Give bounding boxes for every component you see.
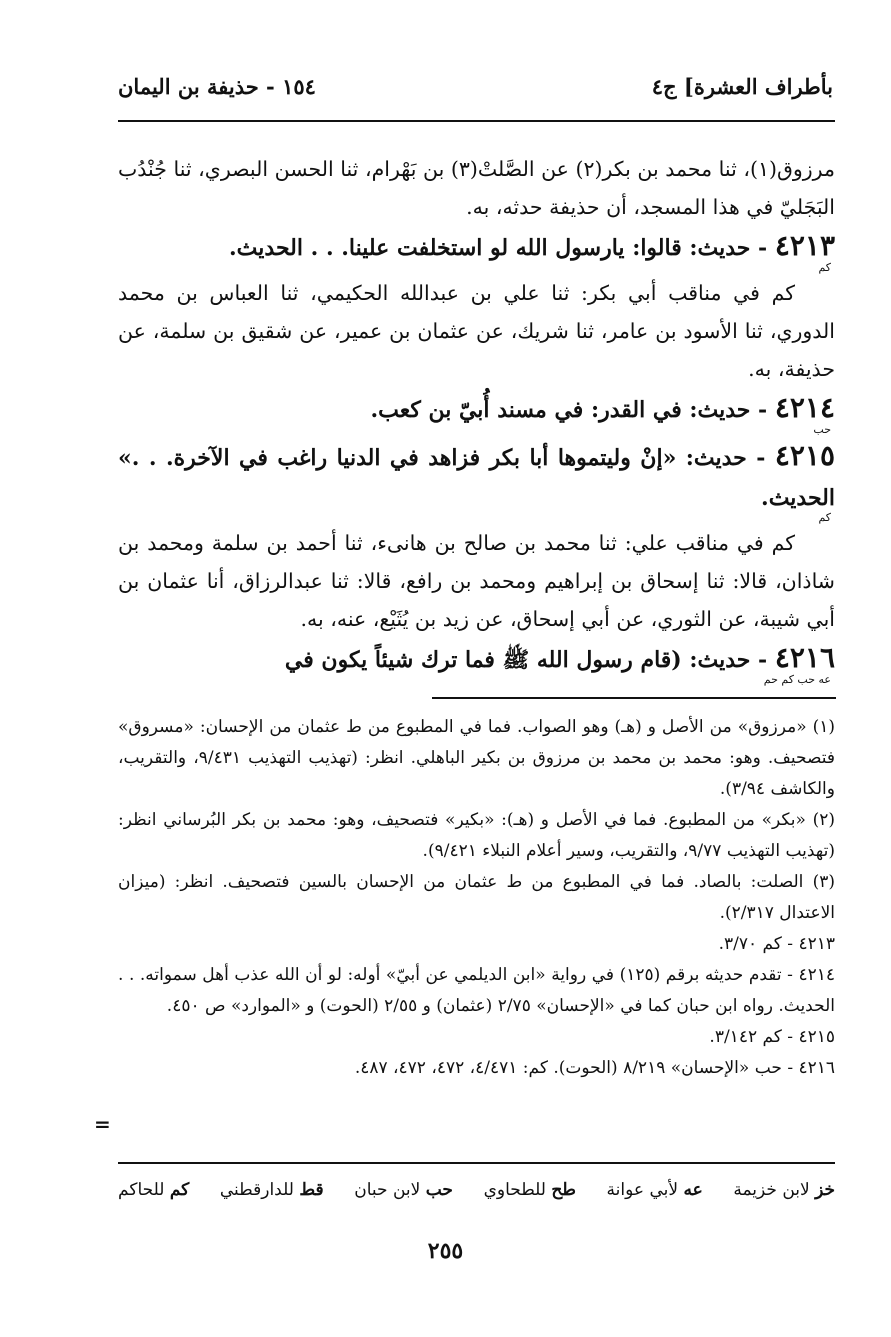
hadith-number: ٤٢١٥ bbox=[774, 439, 835, 472]
paragraph-continuation: مرزوق(١)، ثنا محمد بن بكر(٢) عن الصَّلتْ(٣) بن بَهْرام، ثنا الحسن البصري، ثنا جُنْدُب البَجَليّ في هذا المسجد، أن حذيفة حدثه، به. bbox=[118, 157, 835, 219]
header-rule bbox=[118, 120, 835, 122]
footnote: ٤٢١٥ - كم ٣/١٤٢. bbox=[709, 1027, 835, 1047]
abbreviation-code: طح bbox=[551, 1180, 576, 1200]
footnote: ٤٢١٦ - حب «الإحسان» ٨/٢١٩ (الحوت). كم: ٤/٤٧١، ٤٧٢، ٤٧٢، ٤٨٧. bbox=[354, 1058, 835, 1078]
abbreviation-name: لأبي عوانة bbox=[606, 1180, 679, 1200]
abbreviations-rule bbox=[118, 1162, 835, 1164]
abbreviation-name: لابن خزيمة bbox=[733, 1180, 810, 1200]
source-sigla: عه حب كم حم bbox=[763, 673, 831, 686]
main-text bbox=[118, 150, 835, 686]
abbreviation-item bbox=[220, 1180, 324, 1200]
header-book-title: بأطراف العشرة] ج٤ bbox=[651, 73, 833, 99]
footnote: (٣) الصلت: بالصاد. فما في المطبوع من ط عثمان من الإحسان بالسين فتصحيف. انظر: (ميزان الاعتدال ٢/٣١٧). bbox=[118, 872, 835, 923]
abbreviation-code: عه bbox=[683, 1180, 703, 1200]
source-sigla: كم bbox=[818, 261, 831, 274]
page-number: ٢٥٥ bbox=[427, 1238, 464, 1264]
hadith-text: - حديث: «إنْ وليتموها أبا بكر فزاهد في الدنيا راغب في الآخرة. . .» الحديث. bbox=[118, 445, 835, 511]
abbreviation-code: كم bbox=[169, 1180, 190, 1200]
abbreviation-code: قط bbox=[299, 1180, 324, 1200]
abbreviation-item bbox=[607, 1180, 703, 1200]
abbreviation-name: للحاكم bbox=[118, 1180, 165, 1200]
footnote: ٤٢١٣ - كم ٣/٧٠. bbox=[718, 934, 835, 954]
header-chapter-title: ١٥٤ - حذيفة بن اليمان bbox=[118, 73, 316, 99]
abbreviation-name: للدارقطني bbox=[219, 1180, 294, 1200]
hadith-number: ٤٢١٤ bbox=[774, 391, 835, 424]
hadith-text: - حديث: في القدر: في مسند أُبيّ بن كعب. bbox=[370, 397, 768, 423]
footnote-rule bbox=[432, 697, 836, 699]
abbreviation-code: خز bbox=[815, 1180, 835, 1200]
abbreviation-name: لابن حبان bbox=[354, 1180, 421, 1200]
isnad-paragraph: كم في مناقب أبي بكر: ثنا علي بن عبدالله الحكيمي، ثنا العباس بن محمد الدوري، ثنا الأسود بن عامر، ثنا شريك، عن عثمان بن عمير، عن شقيق بن سلمة، عن حذيفة، به. bbox=[118, 281, 835, 381]
hadith-text: - حديث: قالوا: يارسول الله لو استخلفت علينا. . . الحديث. bbox=[229, 235, 768, 261]
hadith-number: ٤٢١٣ bbox=[774, 229, 835, 262]
footnote: (٢) «بكر» من المطبوع. فما في الأصل و (هـ): «بكير» فتصحيف، وهو: محمد بن بكر البُرساني انظر: (تهذيب التهذيب ٩/٧٧، والتقريب، وسير أعلام النبلاء ٩/٤٢١). bbox=[118, 810, 835, 861]
running-header bbox=[118, 66, 833, 106]
abbreviation-item bbox=[354, 1180, 453, 1200]
footnote: ٤٢١٤ - تقدم حديثه برقم (١٢٥) في رواية «ابن الديلمي عن أبيّ» أوله: لو أن الله عذب أهل سمواته. . . الحديث. رواه ابن حبان كما في «الإحسان» ٢/٧٥ (عثمان) و ٢/٥٥ (الحوت) و «الموارد» ص ٤٥٠. bbox=[118, 965, 835, 1016]
abbreviation-item bbox=[118, 1180, 189, 1200]
abbreviations-key bbox=[118, 1180, 835, 1200]
abbreviation-item bbox=[733, 1180, 835, 1200]
isnad-paragraph: كم في مناقب علي: ثنا محمد بن صالح بن هانىء، ثنا أحمد بن سلمة ومحمد بن شاذان، قالا: ثنا إسحاق بن إبراهيم ومحمد بن رافع، قالا: ثنا عبدالرزاق، أنا عثمان بن أبي شيبة، عن الثوري، عن أبي إسحاق، عن زيد بن يُثَيْع، عنه، به. bbox=[118, 531, 835, 631]
source-sigla: كم bbox=[818, 511, 831, 524]
hadith-number: ٤٢١٦ bbox=[774, 641, 835, 674]
hadith-entry-4215 bbox=[118, 436, 835, 518]
abbreviation-code: حب bbox=[425, 1180, 453, 1200]
abbreviation-name: للطحاوي bbox=[483, 1180, 546, 1200]
abbreviation-item bbox=[484, 1180, 576, 1200]
continuation-mark: = bbox=[94, 1112, 111, 1136]
source-sigla: حب bbox=[813, 423, 831, 436]
footnote: (١) «مرزوق» من الأصل و (هـ) وهو الصواب. فما في المطبوع من ط عثمان من الإحسان: «مسروق» فتصحيف. وهو: محمد بن محمد بن مرزوق بن بكير الباهلي. انظر: (تهذيب التهذيب ٩/٤٣١، والتقريب، والكاشف ٣/٩٤). bbox=[118, 717, 835, 799]
footnotes bbox=[118, 712, 835, 1084]
hadith-text: - حديث: (قام رسول الله ﷺ فما ترك شيئاً يكون في bbox=[284, 647, 768, 673]
